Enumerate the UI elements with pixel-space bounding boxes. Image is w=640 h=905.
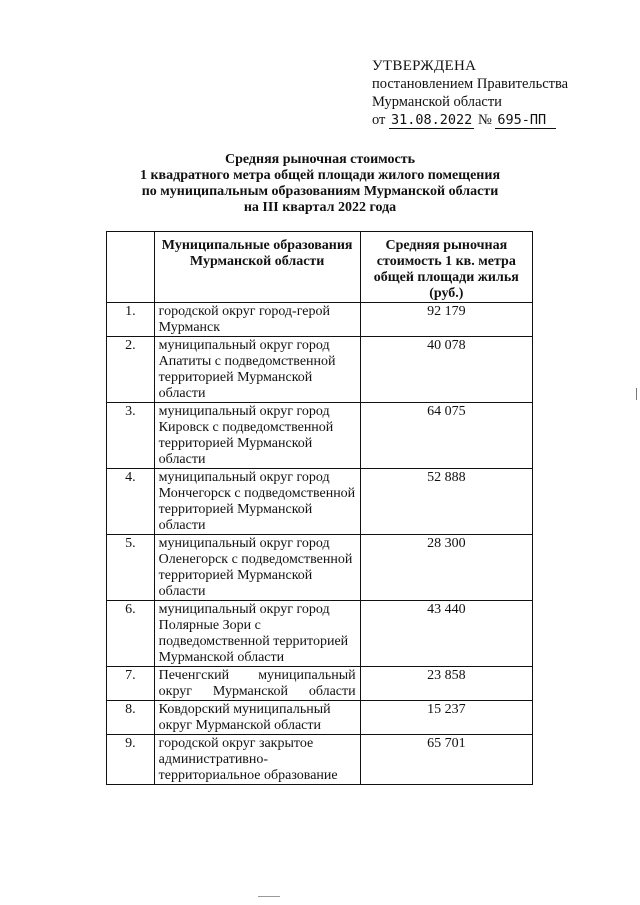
row-number: 8. [107,701,155,735]
row-number: 4. [107,469,155,535]
table-row [107,735,533,785]
row-municipality: городской округ город-герой Мурманск [154,303,360,337]
approval-line-1: постановлением Правительства [372,76,569,92]
header-price: Средняя рыночная стоимость 1 кв. метра общей площади жилья (руб.) [360,232,532,303]
scan-edge-mark [636,388,637,400]
table-row [107,337,533,403]
approval-number: 695-ПП [495,112,556,129]
row-municipality: городской округ закрытое административно-территориальное образование [154,735,360,785]
row-municipality: муниципальный округ город Кировск с подведомственной территорией Мурманской области [154,403,360,469]
row-number: 6. [107,601,155,667]
approval-date-number-line [372,111,568,129]
approval-stamp-block [372,57,568,129]
table-header-row [107,232,533,303]
row-number: 1. [107,303,155,337]
date-prefix: от [372,112,386,128]
row-municipality: муниципальный округ город Апатиты с подведомственной территорией Мурманской области [154,337,360,403]
heading-line-4: на III квартал 2022 года [243,200,397,215]
row-price: 40 078 [360,337,532,403]
row-number: 2. [107,337,155,403]
row-number: 5. [107,535,155,601]
row-number: 7. [107,667,155,701]
row-price: 23 858 [360,667,532,701]
row-municipality: Ковдорский муниципальный округ Мурманской области [154,701,360,735]
row-municipality: Печенгский муниципальный округ Мурманской области [154,667,360,701]
row-price: 15 237 [360,701,532,735]
approval-date: 31.08.2022 [391,112,473,128]
table-row [107,601,533,667]
row-municipality: муниципальный округ город Полярные Зори с подведомственной территорией Мурманской области [154,601,360,667]
heading-line-2: 1 квадратного метра общей площади жилого помещения [139,168,501,183]
row-number: 3. [107,403,155,469]
heading-line-3: по муниципальным образованиям Мурманской области [141,184,499,199]
number-prefix: № [477,112,492,128]
row-price: 65 701 [360,735,532,785]
row-price: 64 075 [360,403,532,469]
scan-bottom-mark [258,896,280,897]
row-number: 9. [107,735,155,785]
row-municipality: муниципальный округ город Оленегорск с подведомственной территорией Мурманской области [154,535,360,601]
table-row [107,403,533,469]
row-municipality: муниципальный округ город Мончегорск с подведомственной территорией Мурманской области [154,469,360,535]
row-price: 43 440 [360,601,532,667]
row-price: 52 888 [360,469,532,535]
row-price: 92 179 [360,303,532,337]
document-heading [100,152,540,216]
header-municipality: Муниципальные образования Мурманской области [154,232,360,303]
table-row [107,535,533,601]
price-table [106,231,533,785]
approval-title: УТВЕРЖДЕНА [372,58,477,74]
heading-line-1: Средняя рыночная стоимость [225,152,415,167]
table-row [107,667,533,701]
table-row [107,469,533,535]
table-row [107,701,533,735]
approval-line-2: Мурманской области [372,94,502,110]
header-num [107,232,155,303]
table-row [107,303,533,337]
row-price: 28 300 [360,535,532,601]
